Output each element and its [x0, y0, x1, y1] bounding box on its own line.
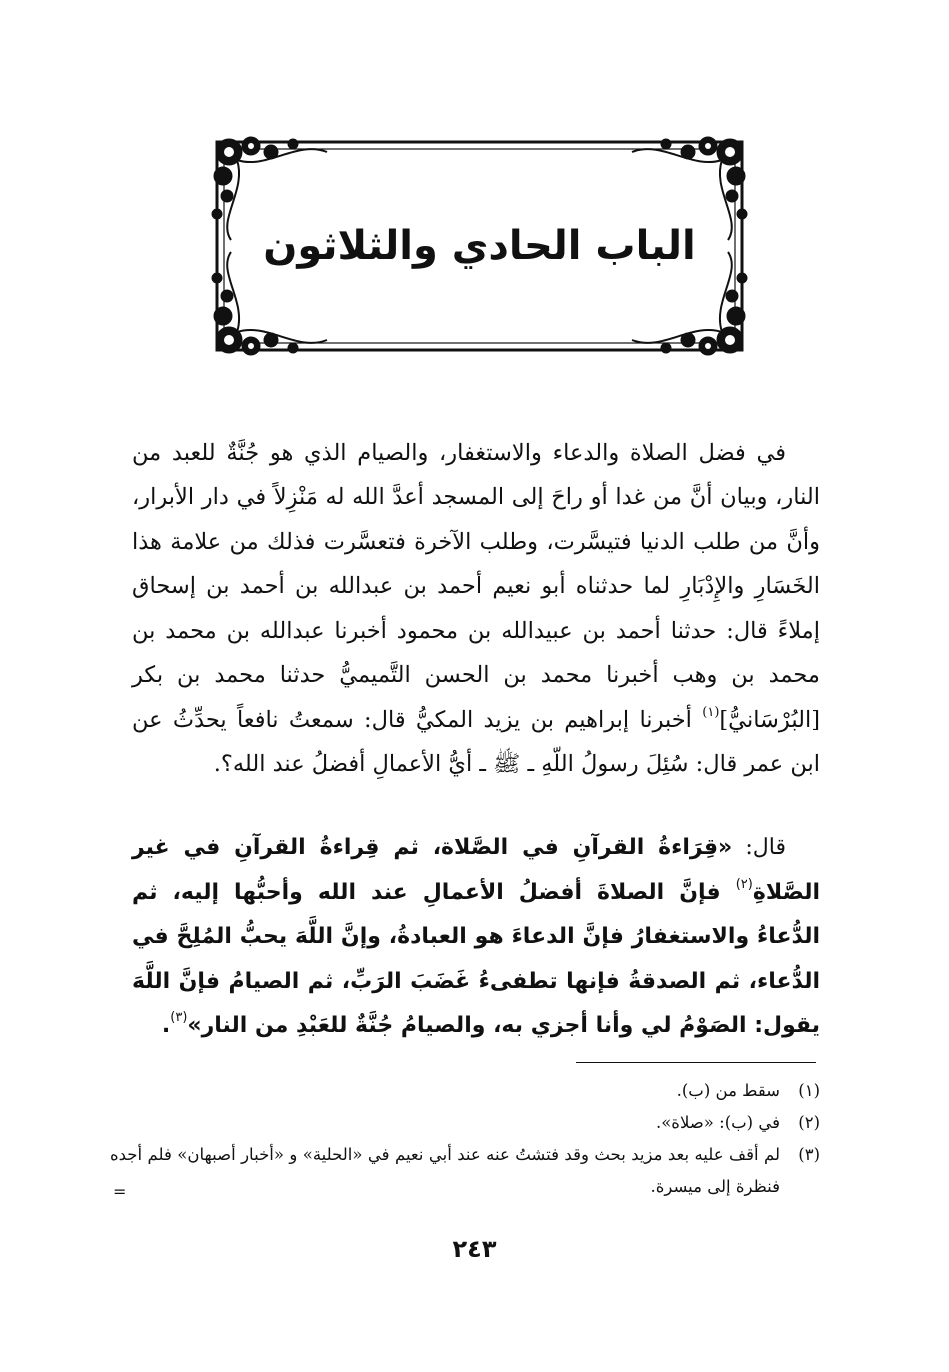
footnote-separator: [576, 1062, 816, 1063]
footnote-item: [110, 1107, 820, 1139]
intro-text-part-2: أخبرنا إبراهيم بن يزيد المكيُّ قال: سمعتُ نافعاً يحدِّثُ عن ابن عمر قال: سُئِلَ رسولُ اللّهِ ـ ﷺ ـ أيُّ الأعمالِ أفضلُ عند الله؟.: [132, 706, 820, 777]
hadith-text-part-1: «قِرَاءةُ القرآنِ في الصَّلاة، ثم قِراءةُ القرآنِ في غير الصَّلاةِ: [132, 835, 820, 905]
footnote-text: لم أقف عليه بعد مزيد بحث وقد فتشتُ عنه عند أبي نعيم في «الحلية» و «أخبار أصبهان» فلم أجده فنظرة إلى ميسرة.: [110, 1145, 780, 1196]
footnote-number: (٢): [798, 1113, 820, 1132]
hadith-paragraph: [132, 826, 820, 1049]
footnotes-list: [110, 1075, 820, 1203]
footnote-number: (٣): [798, 1145, 820, 1164]
footnote-ref-2[interactable]: (٢): [735, 876, 753, 892]
footnote-ref-3[interactable]: (٣): [170, 1010, 188, 1025]
page-number: ٢٤٣: [452, 1235, 497, 1263]
footnote-continuation-mark: =: [113, 1182, 127, 1201]
intro-text-part-1: في فضل الصلاة والدعاء والاستغفار، والصيام الذي هو جُنَّةٌ للعبد من النار، وبيان أنَّ من غدا أو راحَ إلى المسجد أعدَّ الله له مَنْزِلاً في دار الأبرار، وأنَّ من طلب الدنيا فتيسَّرت، وطلب الآخرة فتعسَّرت فذلك من علامة هذا الخَسَارِ والإِدْبَارِ لما حدثناه أبو نعيم أحمد بن عبدالله بن أحمد بن إسحاق إملاءً قال: حدثنا أحمد بن عبيدالله بن محمود أخبرنا عبدالله بن محمد بن محمد بن وهب أخبرنا محمد بن الحسن التَّميميُّ حدثنا محمد بن بكر [البُرْسَانيُّ]: [132, 439, 820, 733]
footnote-text: سقط من (ب).: [676, 1081, 780, 1100]
hadith-lead: قال:: [732, 835, 786, 860]
footnote-ref-1[interactable]: (١): [702, 704, 720, 720]
footnote-number: (١): [798, 1081, 820, 1100]
footnote-item: [110, 1139, 820, 1203]
chapter-title: الباب الحادي والثلاثون: [263, 223, 696, 269]
footnote-item: [110, 1075, 820, 1107]
hadith-text-part-2: فإنَّ الصلاةَ أفضلُ الأعمالِ عند الله وأحبُّها إليه، ثم الدُّعاءُ والاستغفارُ فإنَّ الدعاءَ هو العبادةُ، وإنَّ اللَّهَ يحبُّ المُلِحَّ في الدُّعاء، ثم الصدقةُ فإنها تطفىءُ غَضَبَ الرَبِّ، ثم الصيامُ فإنَّ اللَّهَ يقول: الصَوْمُ لي وأنا أجزي به، والصيامُ جُنَّةٌ للعَبْدِ من النار»: [132, 879, 820, 1038]
footnote-text: في (ب): «صلاة».: [655, 1113, 780, 1132]
intro-paragraph: [132, 431, 820, 787]
hadith-text-end: .: [161, 1013, 171, 1038]
chapter-title-frame: [207, 130, 752, 362]
